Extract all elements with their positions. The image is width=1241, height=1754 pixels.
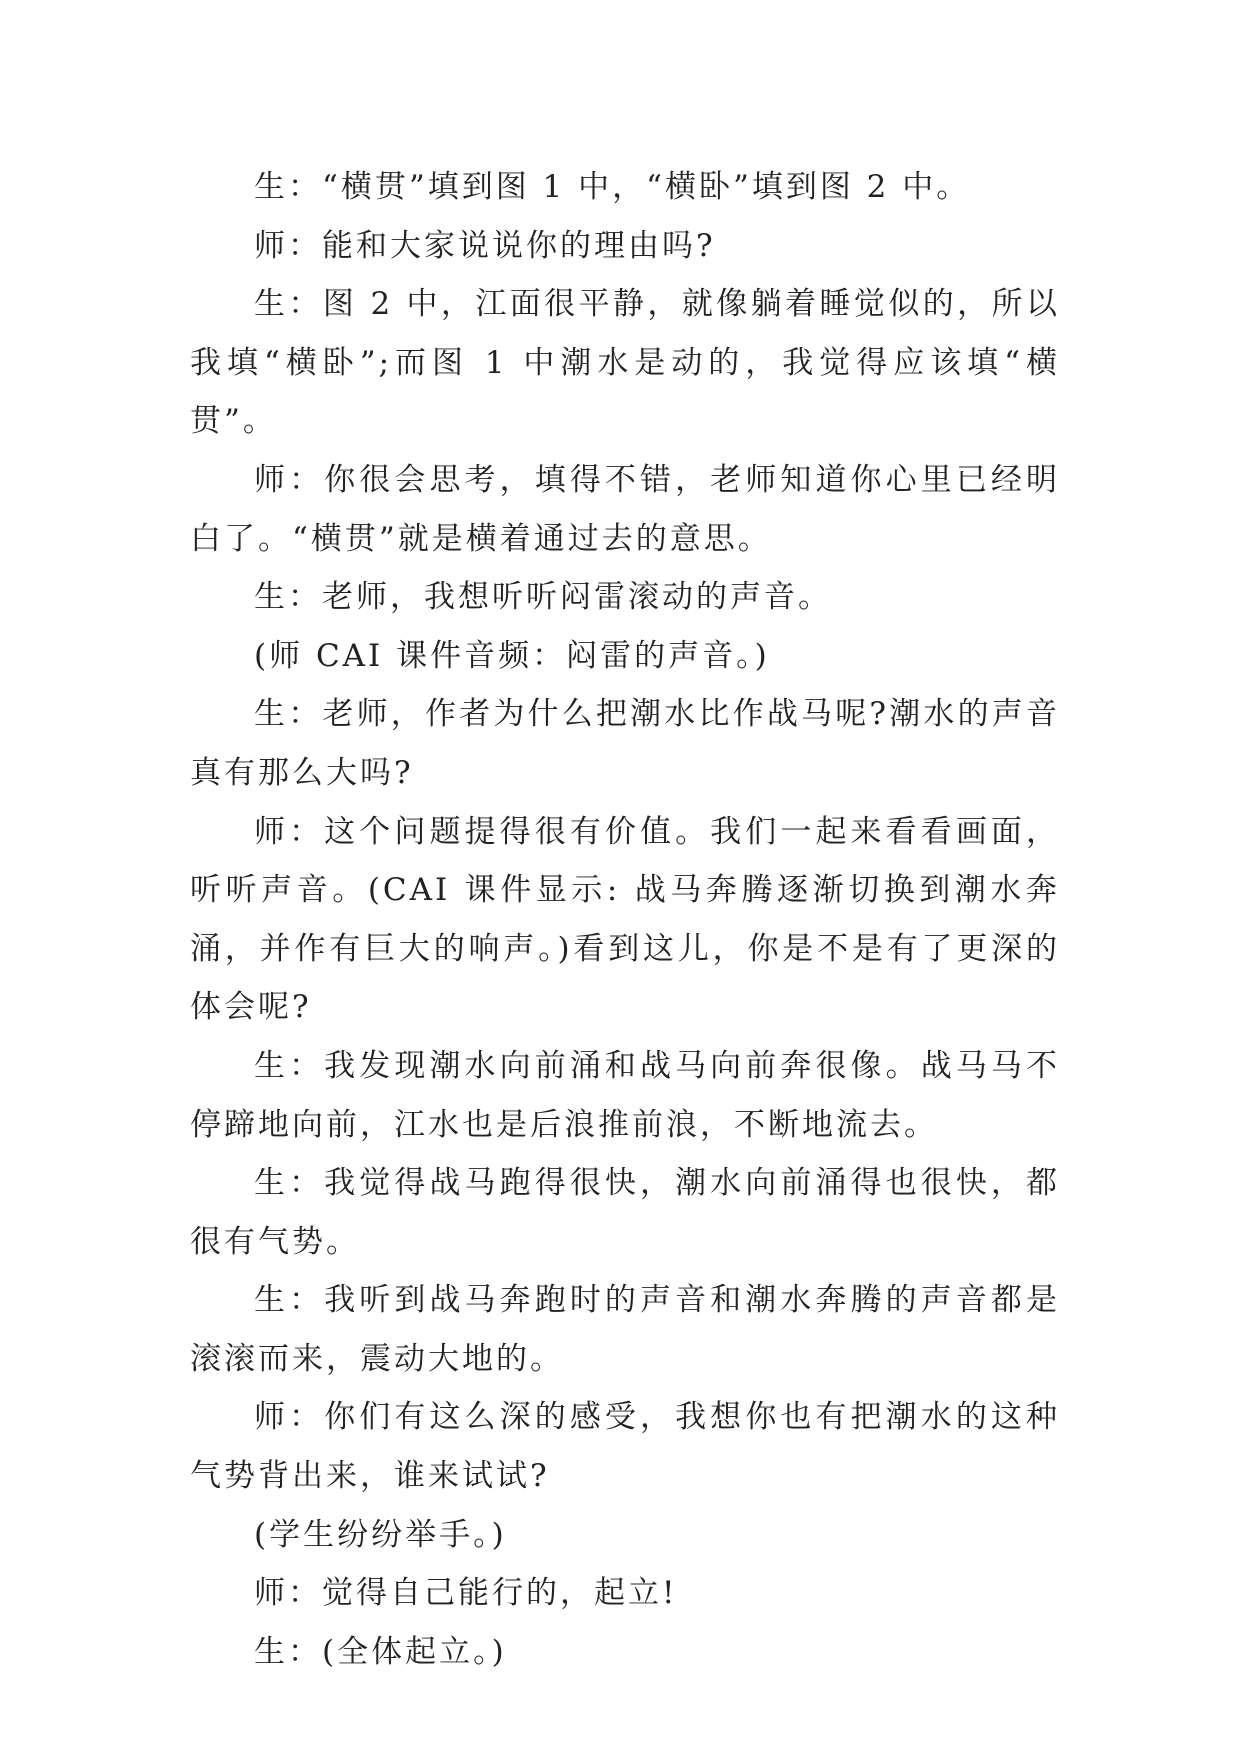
paragraph-students-stand: 生：(全体起立。) — [254, 1633, 507, 1670]
paragraph-student-answer-fill: 生：“横贯”填到图 1 中，“横卧”填到图 2 中。 — [254, 169, 971, 205]
paragraph-teacher-ask-reason: 师：能和大家说说你的理由吗? — [254, 227, 716, 264]
paragraph-teacher-stand-up: 师：觉得自己能行的，起立! — [254, 1575, 678, 1612]
paragraph-student-momentum: 生：我觉得战马跑得很快，潮水向前涌得也很快，都很有气势。 — [190, 1165, 1060, 1260]
paragraph-teacher-praise: 师：你很会思考，填得不错，老师知道你心里已经明白了。“横贯”就是横着通过去的意思。 — [190, 461, 1060, 557]
paragraph-teacher-cai-display: 师：这个问题提得很有价值。我们一起来看看画面，听听声音。(CAI 课件显示: 战马奔腾逐渐切换到潮水奔涌，并作有巨大的响声。)看到这儿，你是不是有了更深的体会呢? — [190, 813, 1060, 1026]
document-body — [190, 158, 1060, 1681]
paragraph-student-warhorse-question: 生：老师，作者为什么把潮水比作战马呢?潮水的声音真有那么大吗? — [190, 696, 1060, 791]
paragraph-teacher-recite-invite: 师：你们有这么深的感受，我想你也有把潮水的这种气势背出来，谁来试试? — [190, 1399, 1060, 1495]
paragraph-student-reason: 生：图 2 中，江面很平静，就像躺着睡觉似的，所以我填“横卧”;而图 1 中潮水是动的，我觉得应该填“横贯”。 — [190, 286, 1060, 440]
paragraph-cai-audio-note: (师 CAI 课件音频：闷雷的声音。) — [254, 637, 770, 674]
paragraph-student-thunder-request: 生：老师，我想听听闷雷滚动的声音。 — [254, 579, 832, 616]
paragraph-students-raise-hands: (学生纷纷举手。) — [254, 1516, 507, 1553]
paragraph-student-sound: 生：我听到战马奔跑时的声音和潮水奔腾的声音都是滚滚而来，震动大地的。 — [190, 1282, 1060, 1377]
paragraph-student-tide-forward: 生：我发现潮水向前涌和战马向前奔很像。战马马不停蹄地向前，江水也是后浪推前浪，不断地流去。 — [190, 1047, 1060, 1143]
